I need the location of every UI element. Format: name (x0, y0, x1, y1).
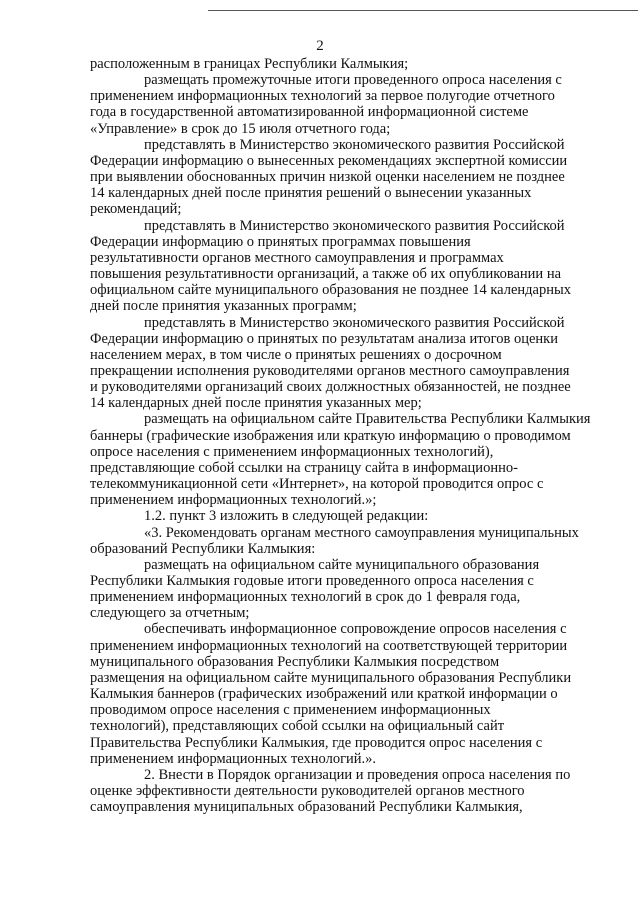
text-line: дней после принятия указанных программ; (90, 298, 357, 315)
text-line: представлять в Министерство экономического развития Российской (144, 217, 565, 234)
paragraph (90, 411, 591, 509)
text-line: рекомендаций; (90, 201, 182, 218)
text-line: Федерации информацию о принятых по результатам анализа итогов оценки (90, 330, 558, 347)
text-line: Правительства Республики Калмыкия, где проводится опрос населения с (90, 734, 543, 751)
text-line: «3. Рекомендовать органам местного самоуправления муниципальных (144, 524, 579, 541)
text-line: технологий), представляющих собой ссылки на официальный сайт (90, 718, 505, 735)
text-line: прекращении исполнения руководителями органов местного самоуправления (90, 362, 570, 379)
text-line: опросе населения с применением информационных технологий), (90, 443, 494, 460)
paragraph (90, 72, 584, 137)
top-rule (208, 10, 638, 11)
text-line: применением информационных технологий в срок до 1 февраля года, (90, 589, 521, 606)
text-line: и руководителями организаций своих должностных обязанностей, не позднее (90, 379, 571, 396)
text-line: следующего за отчетным; (90, 605, 250, 622)
text-line: Калмыкия баннеров (графических изображений или краткой информации о (90, 686, 558, 703)
page-number: 2 (316, 38, 324, 54)
text-line: применением информационных технологий.». (90, 750, 377, 767)
text-line: самоуправления муниципальных образований Республики Калмыкия, (90, 799, 523, 816)
text-line: применением информационных технологий.»; (90, 492, 377, 509)
paragraph (90, 557, 584, 622)
text-line: 2. Внести в Порядок организации и проведения опроса населения по (144, 766, 571, 783)
text-line: населением мерах, в том числе о принятых решениях о досрочном (90, 346, 502, 363)
text-line: Федерации информацию о принятых программах повышения (90, 233, 471, 250)
paragraph (90, 137, 584, 218)
text-line: представлять в Министерство экономического развития Российской (144, 314, 565, 331)
text-line: проводимом опросе населения с применением информационных (90, 702, 491, 719)
paragraph (90, 508, 584, 524)
text-line: официальном сайте муниципального образования не позднее 14 календарных (90, 282, 571, 299)
text-line: применением информационных технологий за первое полугодие отчетного (90, 88, 555, 105)
text-line: оценке эффективности деятельности руководителей органов местного (90, 783, 525, 800)
text-line: муниципального образования Республики Калмыкия посредством (90, 653, 500, 670)
text-line: 14 календарных дней после принятия решений о вынесении указанных (90, 185, 532, 202)
text-line: размещать на официальном сайте Правительства Республики Калмыкия (144, 411, 591, 428)
paragraph (90, 56, 584, 72)
text-line: размещения на официальном сайте муниципального образования Республики (90, 669, 572, 686)
text-line: баннеры (графические изображения или краткую информацию о проводимом (90, 427, 571, 444)
text-line: представляющие собой ссылки на страницу сайта в информационно- (90, 459, 518, 476)
text-line: обеспечивать информационное сопровождение опросов населения с (144, 621, 567, 638)
text-line: при выявлении обоснованных причин низкой оценки населением не позднее (90, 169, 565, 186)
text-line: телекоммуникационной сети «Интернет», на которой проводится опрос с (90, 476, 544, 493)
paragraph (90, 315, 584, 412)
document-body (90, 56, 591, 816)
text-line: применением информационных технологий на соответствующей территории (90, 637, 568, 654)
paragraph (90, 767, 584, 815)
text-line: 1.2. пункт 3 изложить в следующей редакции: (144, 508, 429, 525)
text-line: результативности органов местного самоуправления и программах (90, 249, 504, 266)
text-line: года в государственной автоматизированной информационной системе (90, 104, 529, 121)
text-line: размещать промежуточные итоги проведенного опроса населения с (144, 72, 562, 89)
text-line: образований Республики Калмыкия: (90, 540, 316, 557)
paragraph (90, 525, 584, 557)
paragraph (90, 218, 584, 315)
text-line: расположенным в границах Республики Калмыкия; (90, 56, 409, 72)
text-line: Республики Калмыкия годовые итоги проведенного опроса населения с (90, 573, 534, 589)
text-line: повышения результативности организаций, а также об их опубликовании на (90, 266, 562, 283)
text-line: «Управление» в срок до 15 июля отчетного года; (90, 120, 391, 137)
paragraph (90, 621, 584, 766)
text-line: 14 календарных дней после принятия указанных мер; (90, 395, 422, 412)
text-line: размещать на официальном сайте муниципального образования (144, 556, 540, 573)
text-line: Федерации информацию о вынесенных рекомендациях экспертной комиссии (90, 152, 568, 169)
text-line: представлять в Министерство экономического развития Российской (144, 136, 565, 153)
